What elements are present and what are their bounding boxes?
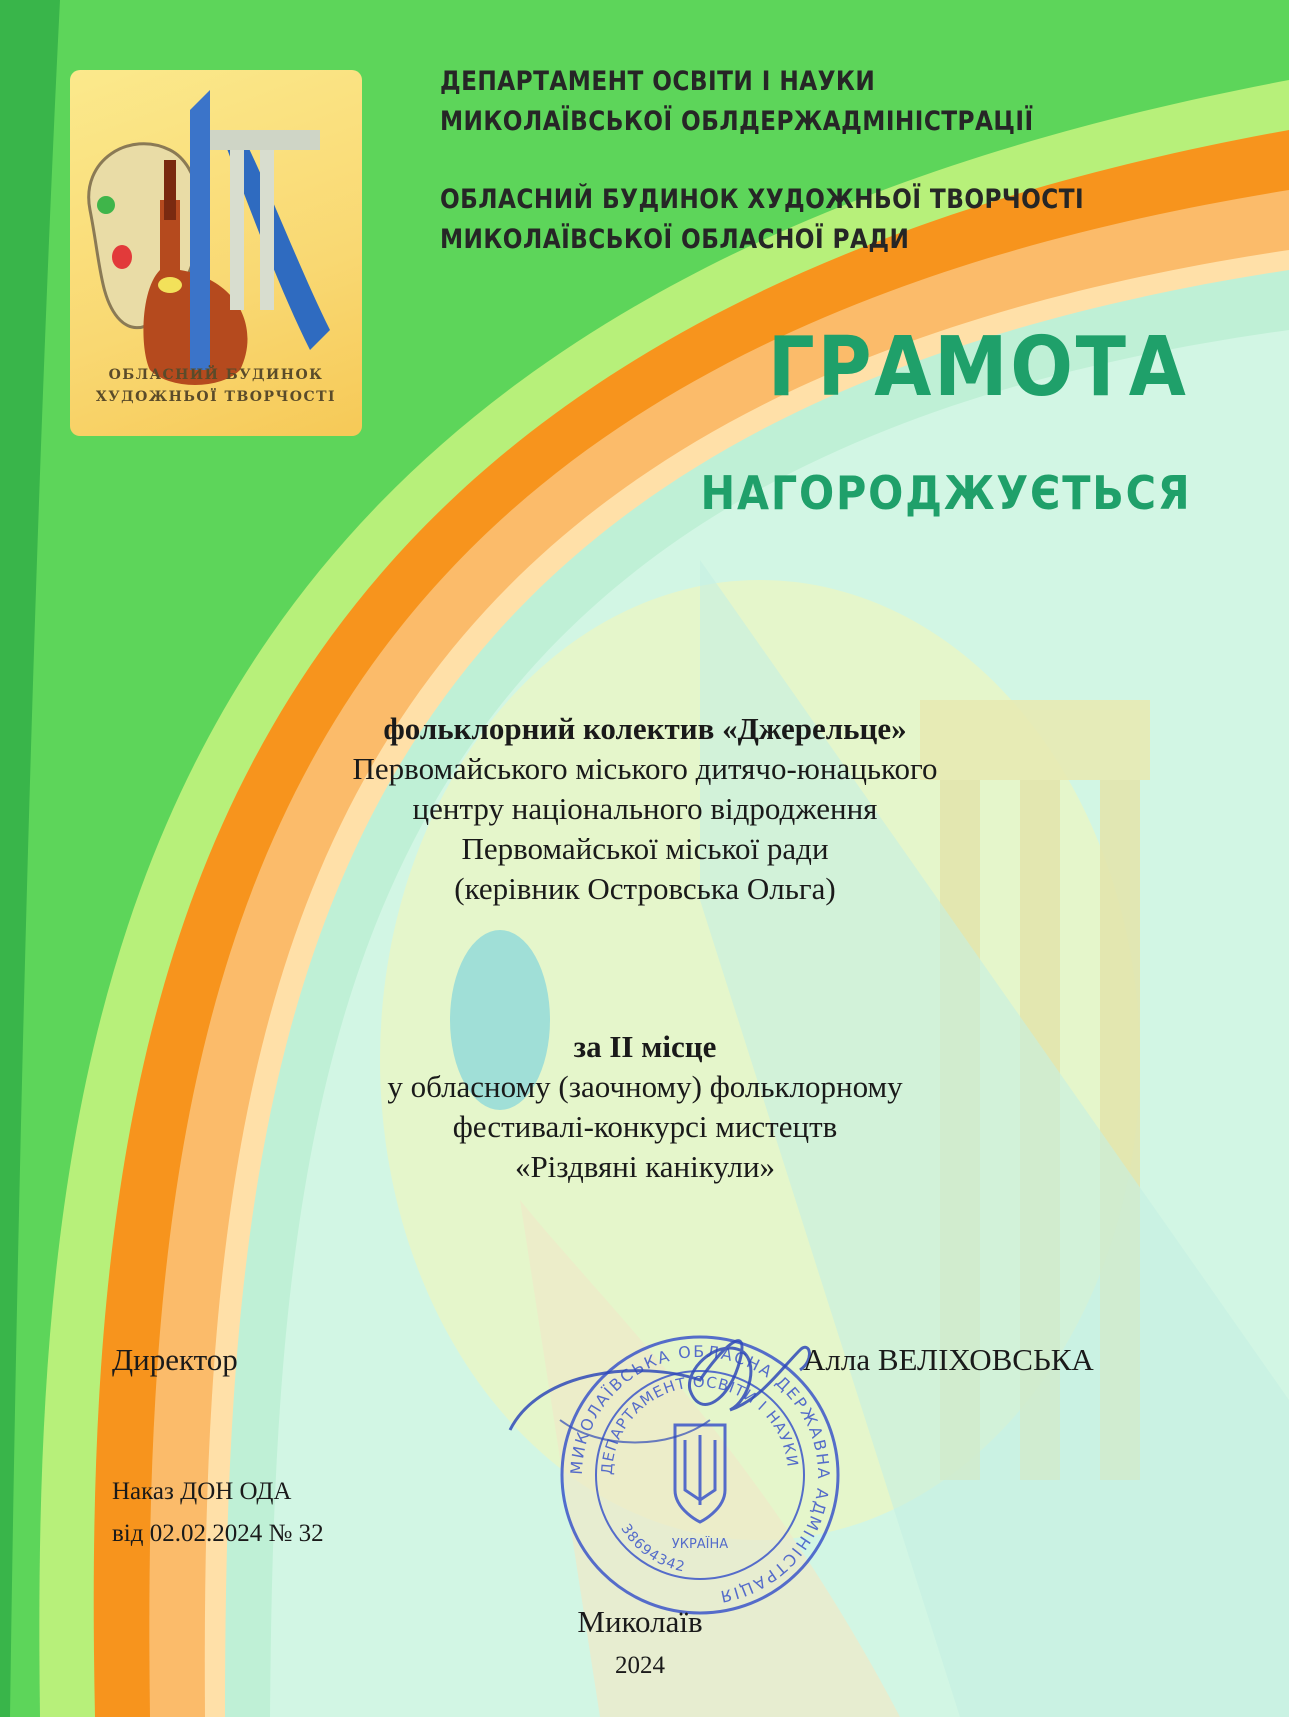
award-line2: у обласному (заочному) фольклорному: [387, 1069, 903, 1104]
stamp-country: УКРАЇНА: [671, 1537, 729, 1552]
signature-scribble: [500, 1310, 860, 1470]
header-department-line2: МИКОЛАЇВСЬКОЇ ОБЛДЕРЖАДМІНІСТРАЦІЇ: [440, 106, 1034, 137]
header-house-line2: МИКОЛАЇВСЬКОЇ ОБЛАСНОЇ РАДИ: [440, 224, 910, 255]
header-department-line1: ДЕПАРТАМЕНТ ОСВІТИ І НАУКИ: [440, 66, 876, 97]
stamp-inner-text: ДЕПАРТАМЕНТ ОСВІТИ І НАУКИ: [597, 1372, 802, 1476]
logo-text-line1: ОБЛАСНИЙ БУДИНОК: [108, 367, 324, 383]
award-line3: фестивалі-конкурсі мистецтв: [452, 1109, 838, 1144]
logo: [70, 70, 362, 436]
certificate-subtitle: НАГОРОДЖУЄТЬСЯ: [700, 466, 1191, 520]
order-line2: від 02.02.2024 № 32: [112, 1520, 324, 1547]
director-name: Алла ВЕЛІХОВСЬКА: [803, 1342, 1094, 1377]
recipient-name: фольклорний колектив «Джерельце»: [383, 711, 907, 746]
recipient-line4: Первомайської міської ради: [461, 831, 829, 866]
logo-text-line2: ХУДОЖНЬОЇ ТВОРЧОСТІ: [95, 389, 337, 405]
footer-city: Миколаїв: [577, 1604, 703, 1639]
stamp-ring-text: МИКОЛАЇВСЬКА ОБЛАСНА ДЕРЖАВНА АДМІНІСТРАЦІЯ: [566, 1341, 834, 1607]
stamp-code: 38694342: [617, 1521, 688, 1576]
recipient-line5: (керівник Островська Ольга): [454, 871, 836, 906]
order-line1: Наказ ДОН ОДА: [112, 1478, 292, 1505]
footer-year: 2024: [615, 1652, 665, 1679]
header-house-line1: ОБЛАСНИЙ БУДИНОК ХУДОЖНЬОЇ ТВОРЧОСТІ: [440, 184, 1085, 215]
recipient-line3: центру національного відродження: [412, 791, 878, 826]
certificate-title: ГРАМОТА: [768, 320, 1189, 415]
director-label: Директор: [112, 1342, 238, 1377]
award-line4: «Різдвяні канікули»: [514, 1149, 776, 1184]
award-place: за ІІ місце: [573, 1029, 717, 1064]
recipient-line2: Первомайського міського дитячо-юнацького: [352, 751, 938, 786]
